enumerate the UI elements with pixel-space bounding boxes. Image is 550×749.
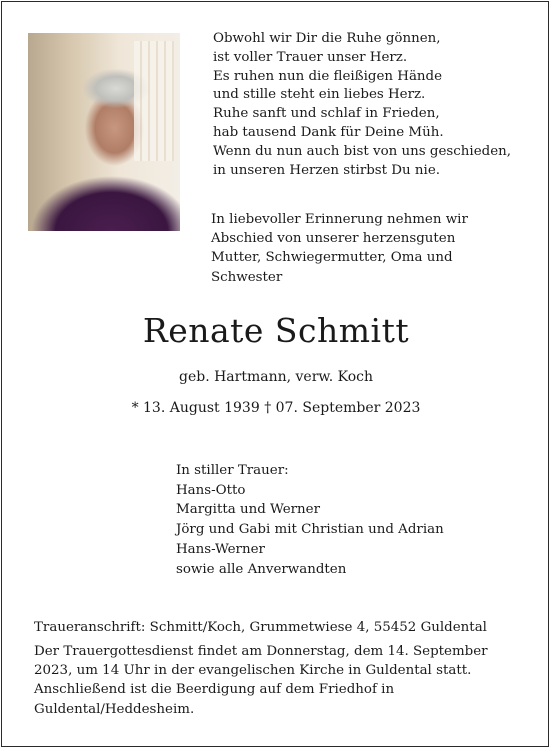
service-line: Der Trauergottesdienst findet am Donnerstag, dem 14. September bbox=[34, 644, 488, 659]
intro-line: Abschied von unserer herzensguten bbox=[211, 231, 456, 247]
intro-line: Mutter, Schwiegermutter, Oma und bbox=[211, 250, 453, 266]
mourner: Hans-Otto bbox=[176, 482, 246, 498]
life-dates: * 13. August 1939 † 07. September 2023 bbox=[131, 400, 421, 416]
mourner: Hans-Werner bbox=[176, 541, 265, 557]
intro-text bbox=[211, 210, 468, 287]
poem-line: Es ruhen nun die fleißigen Hände bbox=[213, 68, 443, 84]
poem-line: Ruhe sanft und schlaf in Frieden, bbox=[213, 106, 440, 122]
mourner: Jörg und Gabi mit Christian und Adrian bbox=[176, 522, 444, 538]
portrait-photo bbox=[28, 33, 180, 231]
service-line: 2023, um 14 Uhr in der evangelischen Kirche in Guldental statt. bbox=[34, 663, 472, 679]
mourner: Margitta und Werner bbox=[176, 502, 320, 518]
photo-background-window bbox=[134, 41, 174, 161]
poem-line: in unseren Herzen stirbst Du nie. bbox=[213, 162, 441, 178]
poem-line: und stille steht ein liebes Herz. bbox=[213, 87, 426, 103]
mourning-address: Traueranschrift: Schmitt/Koch, Grummetwiese 4, 55452 Guldental bbox=[34, 620, 487, 635]
poem-line: ist voller Trauer unser Herz. bbox=[213, 49, 408, 65]
mourners-heading: In stiller Trauer: bbox=[176, 463, 289, 478]
memorial-poem bbox=[213, 30, 511, 180]
poem-line: Wenn du nun auch bist von uns geschieden, bbox=[213, 143, 511, 159]
mourner: sowie alle Anverwandten bbox=[176, 561, 347, 577]
maiden-name: geb. Hartmann, verw. Koch bbox=[178, 369, 374, 385]
service-line: Guldental/Heddesheim. bbox=[34, 701, 195, 717]
poem-line: Obwohl wir Dir die Ruhe gönnen, bbox=[213, 31, 441, 46]
service-line: Anschließend ist die Beerdigung auf dem Friedhof in bbox=[34, 682, 395, 698]
obituary-notice bbox=[1, 1, 549, 747]
poem-line: hab tausend Dank für Deine Müh. bbox=[213, 124, 444, 140]
intro-line: In liebevoller Erinnerung nehmen wir bbox=[211, 212, 468, 227]
mourners-list bbox=[176, 461, 444, 579]
intro-line: Schwester bbox=[211, 269, 283, 285]
service-details bbox=[34, 642, 488, 719]
deceased-name: Renate Schmitt bbox=[142, 311, 410, 350]
